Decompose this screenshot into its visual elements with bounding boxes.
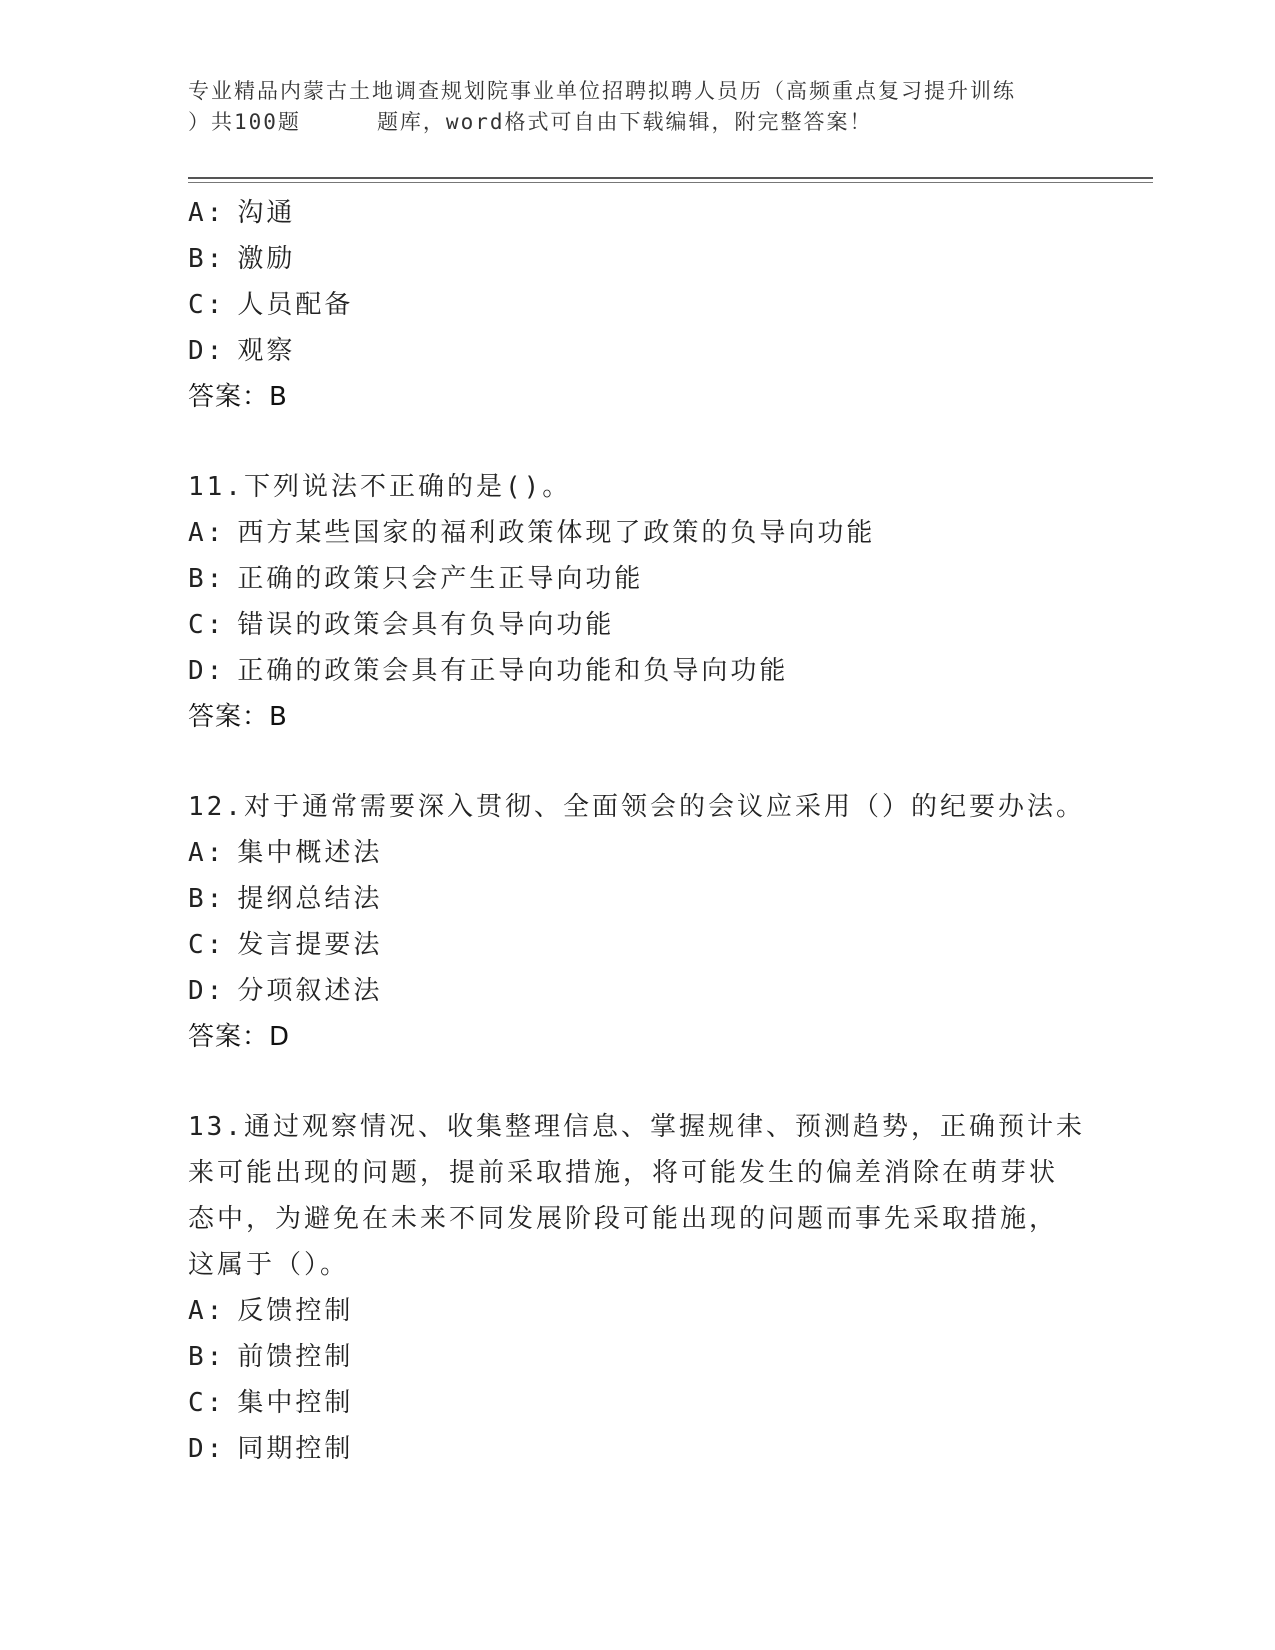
option-text: 发言提要法: [237, 930, 383, 960]
header-line-2-description: 题库，word格式可自由下载编辑，附完整答案！: [376, 110, 873, 134]
header-line-1: 专业精品内蒙古土地调查规划院事业单位招聘拟聘人员历（高频重点复习提升训练: [188, 79, 1016, 103]
option-text: 集中控制: [237, 1388, 354, 1418]
option-row: [188, 830, 1138, 876]
option-row: [188, 556, 1138, 602]
document-header: [188, 76, 1088, 138]
option-row: [188, 190, 1138, 236]
option-text: 提纲总结法: [237, 884, 383, 914]
header-line-2-count: ）共100题: [188, 110, 301, 134]
option-row: [188, 922, 1138, 968]
question-stem-line: 态中，为避免在未来不同发展阶段可能出现的问题而事先采取措施，: [188, 1204, 1059, 1234]
question-stem-line: 这属于（）。: [188, 1250, 350, 1280]
option-letter: A:: [188, 518, 226, 548]
answer-line: 答案：B: [188, 702, 288, 732]
question-stem-line: 13.通过观察情况、收集整理信息、掌握规律、预测趋势，正确预计未: [188, 1112, 1085, 1142]
header-line-2: [188, 107, 1088, 138]
option-letter: A:: [188, 838, 226, 868]
option-text: 集中概述法: [237, 838, 383, 868]
option-letter: D:: [188, 336, 226, 366]
option-letter: C:: [188, 930, 226, 960]
option-letter: B:: [188, 564, 226, 594]
option-letter: D:: [188, 1434, 226, 1464]
option-row: [188, 602, 1138, 648]
option-text: 同期控制: [237, 1434, 354, 1464]
answer-line: 答案：B: [188, 382, 288, 412]
option-row: [188, 1380, 1138, 1426]
question-block: [188, 190, 1138, 420]
option-letter: C:: [188, 610, 226, 640]
question-stem-line: 来可能出现的问题，提前采取措施，将可能发生的偏差消除在萌芽状: [188, 1158, 1059, 1188]
option-text: 反馈控制: [237, 1296, 354, 1326]
option-row: [188, 1288, 1138, 1334]
option-text: 分项叙述法: [237, 976, 383, 1006]
header-divider-thin: [188, 182, 1153, 183]
option-text: 错误的政策会具有负导向功能: [237, 610, 615, 640]
option-text: 正确的政策会具有正导向功能和负导向功能: [237, 656, 789, 686]
option-row: [188, 236, 1138, 282]
option-text: 沟通: [237, 198, 296, 228]
option-letter: C:: [188, 290, 226, 320]
option-letter: A:: [188, 198, 226, 228]
option-letter: B:: [188, 884, 226, 914]
question-block: [188, 1104, 1138, 1472]
option-text: 激励: [237, 244, 296, 274]
option-letter: A:: [188, 1296, 226, 1326]
option-row: [188, 648, 1138, 694]
option-text: 观察: [237, 336, 296, 366]
question-block: [188, 784, 1138, 1060]
question-list: [188, 190, 1138, 1472]
question-stem-line: 12.对于通常需要深入贯彻、全面领会的会议应采用（）的纪要办法。: [188, 792, 1085, 822]
option-row: [188, 1334, 1138, 1380]
answer-line: 答案：D: [188, 1022, 291, 1052]
option-text: 前馈控制: [237, 1342, 354, 1372]
option-letter: D:: [188, 656, 226, 686]
question-stem-line: 11.下列说法不正确的是()。: [188, 472, 572, 502]
option-text: 人员配备: [237, 290, 354, 320]
option-row: [188, 510, 1138, 556]
option-row: [188, 328, 1138, 374]
option-letter: D:: [188, 976, 226, 1006]
option-text: 正确的政策只会产生正导向功能: [237, 564, 644, 594]
option-letter: B:: [188, 244, 226, 274]
option-text: 西方某些国家的福利政策体现了政策的负导向功能: [237, 518, 876, 548]
question-block: [188, 464, 1138, 740]
header-divider-thick: [188, 177, 1153, 179]
option-row: [188, 968, 1138, 1014]
option-row: [188, 876, 1138, 922]
option-row: [188, 1426, 1138, 1472]
option-letter: B:: [188, 1342, 226, 1372]
option-letter: C:: [188, 1388, 226, 1418]
option-row: [188, 282, 1138, 328]
